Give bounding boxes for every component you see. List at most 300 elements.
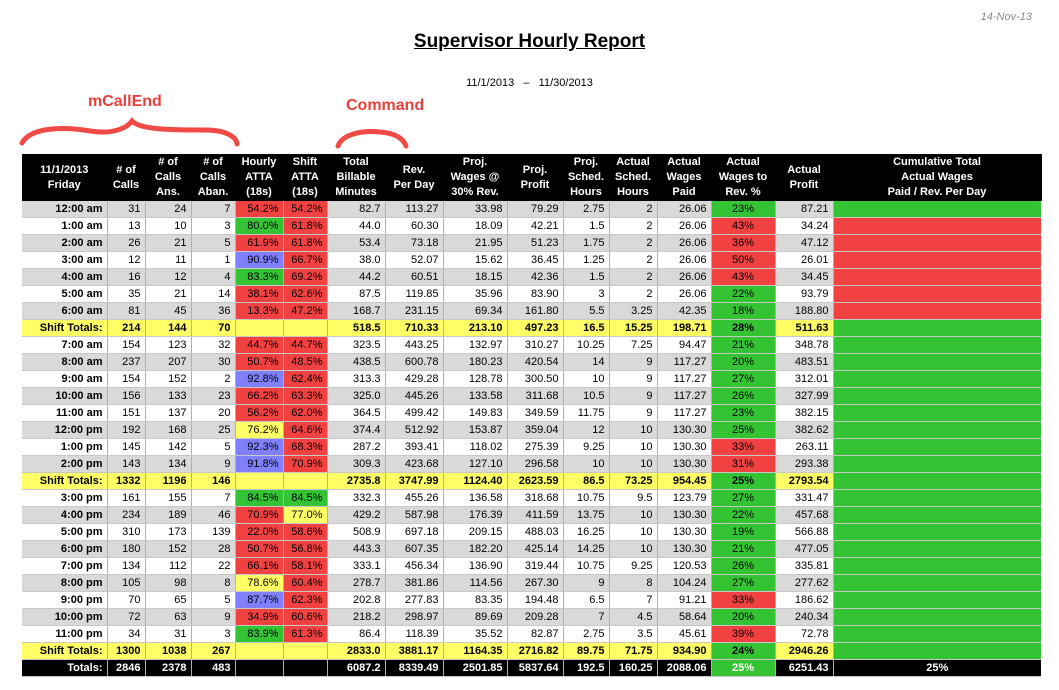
column-header-line: Actual Wages [901,171,973,183]
cell-proj-wages: 176.39 [443,507,507,524]
cell-calls-answered: 63 [145,609,191,626]
cell-proj-sched-hours: 14.25 [563,541,609,558]
cell-time-label: 2:00 am [22,235,107,252]
column-header-line: Proj. [462,156,488,168]
cell-billable-minutes: 364.5 [327,405,385,422]
cell-proj-profit: 488.03 [507,524,563,541]
cell-calls-answered: 207 [145,354,191,371]
cell-billable-minutes: 2735.8 [327,473,385,490]
cell-wages-to-rev-pct: 27% [711,490,775,507]
cell-actual-sched-hours: 10 [609,422,657,439]
table-row [22,626,1041,643]
cell-shift-atta [283,643,327,660]
cell-calls-answered: 168 [145,422,191,439]
cell-actual-wages-paid: 117.27 [657,388,711,405]
cell-shift-atta [283,473,327,490]
cell-actual-wages-paid: 954.45 [657,473,711,490]
cell-wages-to-rev-pct: 26% [711,558,775,575]
column-header-line: ATTA [291,171,319,183]
table-row [22,269,1041,286]
cell-cumulative-wages-pct [833,405,1041,422]
cell-rev-per-day: 113.27 [385,201,443,218]
cell-actual-wages-paid: 130.30 [657,541,711,558]
cell-actual-profit: 240.34 [775,609,833,626]
cell-proj-profit: 420.54 [507,354,563,371]
cell-shift-atta [283,660,327,677]
cell-shift-atta: 47.2% [283,303,327,320]
cell-actual-wages-paid: 117.27 [657,371,711,388]
cell-actual-wages-paid: 58.64 [657,609,711,626]
cell-wages-to-rev-pct: 22% [711,507,775,524]
cell-time-label: 8:00 am [22,354,107,371]
cell-proj-wages: 127.10 [443,456,507,473]
cell-calls: 70 [107,592,145,609]
cell-cumulative-wages-pct [833,388,1041,405]
column-header-line: Shift [292,156,318,168]
table-row [22,218,1041,235]
column-header-line: Wages [666,171,702,183]
cell-proj-wages: 149.83 [443,405,507,422]
cell-hourly-atta: 13.3% [235,303,283,320]
scribble-mcallend [22,121,237,144]
cell-billable-minutes: 287.2 [327,439,385,456]
cell-actual-wages-paid: 120.53 [657,558,711,575]
cell-shift-atta: 60.6% [283,609,327,626]
cell-shift-atta: 69.2% [283,269,327,286]
cell-calls-answered: 45 [145,303,191,320]
cell-proj-wages: 89.69 [443,609,507,626]
cell-rev-per-day: 429.28 [385,371,443,388]
column-header-line: Wages to [718,171,768,183]
cell-calls-abandoned: 9 [191,456,235,473]
column-header-line: Sched. [614,171,652,183]
cell-wages-to-rev-pct: 36% [711,235,775,252]
range-separator: – [523,77,530,89]
cell-rev-per-day: 8339.49 [385,660,443,677]
cell-proj-profit: 425.14 [507,541,563,558]
cell-rev-per-day: 600.78 [385,354,443,371]
cell-actual-sched-hours: 2 [609,201,657,218]
table-row [22,388,1041,405]
cell-calls-abandoned: 146 [191,473,235,490]
cell-billable-minutes: 332.3 [327,490,385,507]
cell-shift-atta: 54.2% [283,201,327,218]
column-header-line: Aban. [197,186,229,198]
table-row [22,286,1041,303]
cell-wages-to-rev-pct: 50% [711,252,775,269]
cell-proj-wages: 133.58 [443,388,507,405]
cell-time-label: 6:00 am [22,303,107,320]
cell-proj-wages: 114.56 [443,575,507,592]
cell-rev-per-day: 73.18 [385,235,443,252]
cell-calls-answered: 134 [145,456,191,473]
cell-actual-wages-paid: 26.06 [657,201,711,218]
cell-hourly-atta: 34.9% [235,609,283,626]
column-header-13 [711,154,775,201]
cell-calls-answered: 155 [145,490,191,507]
cell-actual-profit: 2946.26 [775,643,833,660]
cell-actual-sched-hours: 2 [609,235,657,252]
cell-hourly-atta: 84.5% [235,490,283,507]
cell-calls-answered: 152 [145,541,191,558]
cell-proj-profit: 79.29 [507,201,563,218]
cell-time-label: 8:00 pm [22,575,107,592]
cell-actual-sched-hours: 71.75 [609,643,657,660]
cell-hourly-atta: 54.2% [235,201,283,218]
column-header-line: Profit [789,178,819,191]
cell-proj-wages: 2501.85 [443,660,507,677]
cell-billable-minutes: 44.2 [327,269,385,286]
cell-proj-sched-hours: 1.5 [563,269,609,286]
cell-actual-profit: 34.24 [775,218,833,235]
cell-actual-profit: 93.79 [775,286,833,303]
cell-proj-wages: 18.15 [443,269,507,286]
shift-totals-row [22,320,1041,337]
cell-actual-profit: 382.15 [775,405,833,422]
cell-calls-answered: 1196 [145,473,191,490]
cell-actual-wages-paid: 130.30 [657,524,711,541]
cell-calls: 151 [107,405,145,422]
cell-proj-profit: 411.59 [507,507,563,524]
cell-time-label: Totals: [22,660,107,677]
column-header-line: (18s) [246,186,272,198]
cell-actual-sched-hours: 15.25 [609,320,657,337]
cell-proj-wages: 69.34 [443,303,507,320]
cell-proj-wages: 209.15 [443,524,507,541]
cell-rev-per-day: 512.92 [385,422,443,439]
cell-time-label: 3:00 pm [22,490,107,507]
cell-actual-sched-hours: 9 [609,388,657,405]
cell-hourly-atta: 22.0% [235,524,283,541]
cell-actual-wages-paid: 934.90 [657,643,711,660]
cell-shift-atta: 63.3% [283,388,327,405]
cell-actual-profit: 483.51 [775,354,833,371]
cell-actual-wages-paid: 2088.06 [657,660,711,677]
column-header-line: Minutes [335,186,377,198]
cell-proj-wages: 35.96 [443,286,507,303]
column-header-line: Calls [199,171,227,183]
cell-proj-profit: 42.36 [507,269,563,286]
cell-calls-abandoned: 36 [191,303,235,320]
cell-proj-profit: 349.59 [507,405,563,422]
cell-calls-answered: 133 [145,388,191,405]
cell-proj-sched-hours: 192.5 [563,660,609,677]
cell-wages-to-rev-pct: 19% [711,524,775,541]
column-header-line: Rev. [402,163,426,176]
cell-calls-abandoned: 1 [191,252,235,269]
cell-billable-minutes: 38.0 [327,252,385,269]
cell-actual-wages-paid: 26.06 [657,252,711,269]
cell-billable-minutes: 202.8 [327,592,385,609]
cell-actual-sched-hours: 3.25 [609,303,657,320]
column-header-line: Calls [154,171,182,183]
cell-actual-profit: 72.78 [775,626,833,643]
cell-calls-abandoned: 22 [191,558,235,575]
cell-shift-atta: 62.6% [283,286,327,303]
cell-proj-profit: 311.68 [507,388,563,405]
cell-actual-sched-hours: 10 [609,524,657,541]
cell-calls-abandoned: 5 [191,439,235,456]
cell-wages-to-rev-pct: 39% [711,626,775,643]
cell-proj-profit: 267.30 [507,575,563,592]
cell-proj-profit: 36.45 [507,252,563,269]
range-start: 11/1/2013 [466,77,515,89]
cell-wages-to-rev-pct: 27% [711,575,775,592]
cell-hourly-atta: 66.1% [235,558,283,575]
cell-cumulative-wages-pct [833,439,1041,456]
column-header-10 [563,154,609,201]
cell-billable-minutes: 82.7 [327,201,385,218]
cell-cumulative-wages-pct [833,626,1041,643]
cell-actual-profit: 511.63 [775,320,833,337]
cell-proj-wages: 182.20 [443,541,507,558]
cell-calls: 26 [107,235,145,252]
cell-actual-wages-paid: 117.27 [657,405,711,422]
cell-actual-profit: 186.62 [775,592,833,609]
cell-proj-profit: 296.58 [507,456,563,473]
cell-calls: 34 [107,626,145,643]
column-header-14 [775,154,833,201]
cell-calls: 180 [107,541,145,558]
cell-actual-sched-hours: 9.25 [609,558,657,575]
cell-calls: 13 [107,218,145,235]
cell-calls: 145 [107,439,145,456]
cell-hourly-atta: 90.9% [235,252,283,269]
cell-proj-profit: 319.44 [507,558,563,575]
cell-time-label: 11:00 am [22,405,107,422]
cell-proj-sched-hours: 9.25 [563,439,609,456]
header-row [22,154,1041,201]
cell-actual-wages-paid: 42.35 [657,303,711,320]
cell-proj-wages: 132.97 [443,337,507,354]
cell-calls-abandoned: 3 [191,218,235,235]
cell-time-label: 10:00 pm [22,609,107,626]
shift-totals-row [22,643,1041,660]
cell-actual-wages-paid: 104.24 [657,575,711,592]
cell-calls: 12 [107,252,145,269]
cell-actual-wages-paid: 123.79 [657,490,711,507]
cell-cumulative-wages-pct [833,507,1041,524]
cell-calls: 1300 [107,643,145,660]
cell-actual-sched-hours: 73.25 [609,473,657,490]
column-header-8 [443,154,507,201]
cell-calls-abandoned: 8 [191,575,235,592]
cell-billable-minutes: 218.2 [327,609,385,626]
cell-hourly-atta [235,320,283,337]
cell-actual-sched-hours: 10 [609,507,657,524]
cell-proj-wages: 1124.40 [443,473,507,490]
cell-actual-wages-paid: 94.47 [657,337,711,354]
cell-rev-per-day: 231.15 [385,303,443,320]
table-row [22,507,1041,524]
cell-rev-per-day: 118.39 [385,626,443,643]
cell-proj-profit: 42.21 [507,218,563,235]
cell-actual-profit: 277.62 [775,575,833,592]
column-header-line: 30% Rev. [451,186,499,198]
cell-calls-answered: 137 [145,405,191,422]
cell-calls: 161 [107,490,145,507]
column-header-line: (18s) [292,186,318,198]
cell-rev-per-day: 607.35 [385,541,443,558]
cell-proj-sched-hours: 10 [563,371,609,388]
cell-actual-profit: 327.99 [775,388,833,405]
cell-rev-per-day: 456.34 [385,558,443,575]
table-row [22,524,1041,541]
column-header-4 [235,154,283,201]
cell-time-label: 12:00 pm [22,422,107,439]
cell-cumulative-wages-pct [833,371,1041,388]
cell-calls-abandoned: 70 [191,320,235,337]
table-row [22,303,1041,320]
cell-billable-minutes: 333.1 [327,558,385,575]
cell-actual-wages-paid: 117.27 [657,354,711,371]
cell-rev-per-day: 423.68 [385,456,443,473]
cell-billable-minutes: 518.5 [327,320,385,337]
cell-calls-answered: 98 [145,575,191,592]
cell-hourly-atta: 87.7% [235,592,283,609]
cell-calls-answered: 144 [145,320,191,337]
cell-calls: 16 [107,269,145,286]
column-header-line: Ans. [156,186,180,198]
cell-actual-wages-paid: 130.30 [657,456,711,473]
cell-shift-atta: 60.4% [283,575,327,592]
cell-proj-profit: 310.27 [507,337,563,354]
cell-time-label: 5:00 pm [22,524,107,541]
cell-billable-minutes: 429.2 [327,507,385,524]
cell-billable-minutes: 168.7 [327,303,385,320]
column-header-line: Hours [617,186,649,198]
cell-actual-wages-paid: 130.30 [657,422,711,439]
cell-time-label: 2:00 pm [22,456,107,473]
cell-calls-abandoned: 46 [191,507,235,524]
cell-rev-per-day: 52.07 [385,252,443,269]
cell-shift-atta: 61.8% [283,235,327,252]
cell-hourly-atta: 83.3% [235,269,283,286]
cell-rev-per-day: 393.41 [385,439,443,456]
cell-proj-profit: 83.90 [507,286,563,303]
cell-rev-per-day: 443.25 [385,337,443,354]
cell-calls-answered: 10 [145,218,191,235]
cell-calls-answered: 123 [145,337,191,354]
cell-calls-abandoned: 23 [191,388,235,405]
cell-calls-answered: 142 [145,439,191,456]
cell-calls: 143 [107,456,145,473]
column-header-line: Per Day [393,178,435,191]
cell-hourly-atta: 66.2% [235,388,283,405]
table-row [22,558,1041,575]
cell-time-label: 7:00 am [22,337,107,354]
cell-proj-sched-hours: 2.75 [563,626,609,643]
cell-shift-atta [283,320,327,337]
cell-hourly-atta: 92.3% [235,439,283,456]
cell-billable-minutes: 44.0 [327,218,385,235]
column-header-line: Cumulative Total [893,156,981,168]
cell-cumulative-wages-pct [833,541,1041,558]
cell-proj-profit: 161.80 [507,303,563,320]
column-header-3 [191,154,235,201]
cell-shift-atta: 56.8% [283,541,327,558]
cell-calls: 310 [107,524,145,541]
cell-actual-sched-hours: 9 [609,371,657,388]
column-header-line: Hours [570,186,602,198]
cell-hourly-atta: 76.2% [235,422,283,439]
cell-calls-abandoned: 20 [191,405,235,422]
column-header-line: ATTA [245,171,273,183]
cell-billable-minutes: 2833.0 [327,643,385,660]
cell-proj-sched-hours: 2.75 [563,201,609,218]
table-row [22,235,1041,252]
cell-calls-answered: 31 [145,626,191,643]
cell-rev-per-day: 119.85 [385,286,443,303]
cell-wages-to-rev-pct: 33% [711,592,775,609]
cell-proj-sched-hours: 14 [563,354,609,371]
table-row [22,575,1041,592]
cell-time-label: Shift Totals: [22,473,107,490]
cell-calls-abandoned: 28 [191,541,235,558]
cell-cumulative-wages-pct [833,473,1041,490]
cell-calls-answered: 2378 [145,660,191,677]
cell-calls-answered: 65 [145,592,191,609]
cell-calls-answered: 12 [145,269,191,286]
cell-actual-sched-hours: 2 [609,252,657,269]
cell-calls-answered: 152 [145,371,191,388]
table-header [22,154,1041,201]
cell-cumulative-wages-pct [833,354,1041,371]
cell-wages-to-rev-pct: 23% [711,201,775,218]
cell-hourly-atta: 44.7% [235,337,283,354]
cell-shift-atta: 68.3% [283,439,327,456]
column-header-line: # of [158,156,178,168]
cell-shift-atta: 84.5% [283,490,327,507]
column-header-6 [327,154,385,201]
cell-actual-profit: 312.01 [775,371,833,388]
cell-proj-sched-hours: 86.5 [563,473,609,490]
cell-proj-profit: 51.23 [507,235,563,252]
cell-proj-sched-hours: 1.75 [563,235,609,252]
cell-actual-sched-hours: 160.25 [609,660,657,677]
cell-hourly-atta [235,660,283,677]
cell-calls-answered: 24 [145,201,191,218]
cell-actual-wages-paid: 26.06 [657,218,711,235]
table-row [22,592,1041,609]
cell-actual-wages-paid: 91.21 [657,592,711,609]
cell-cumulative-wages-pct [833,558,1041,575]
table-row [22,422,1041,439]
cell-proj-sched-hours: 7 [563,609,609,626]
cell-actual-profit: 47.12 [775,235,833,252]
column-header-1 [107,154,145,201]
column-header-line: Actual [726,156,760,168]
cell-actual-sched-hours: 10 [609,439,657,456]
cell-time-label: Shift Totals: [22,320,107,337]
cell-actual-sched-hours: 9.5 [609,490,657,507]
cell-actual-profit: 331.47 [775,490,833,507]
cell-hourly-atta: 78.6% [235,575,283,592]
cell-hourly-atta: 83.9% [235,626,283,643]
cell-wages-to-rev-pct: 20% [711,354,775,371]
cell-actual-wages-paid: 45.61 [657,626,711,643]
cell-shift-atta: 70.9% [283,456,327,473]
cell-calls-abandoned: 25 [191,422,235,439]
cell-rev-per-day: 298.97 [385,609,443,626]
cell-actual-sched-hours: 7.25 [609,337,657,354]
cell-proj-wages: 213.10 [443,320,507,337]
cell-actual-sched-hours: 8 [609,575,657,592]
scribble-command [338,132,406,146]
table-row [22,609,1041,626]
cell-actual-profit: 335.81 [775,558,833,575]
cell-proj-wages: 118.02 [443,439,507,456]
